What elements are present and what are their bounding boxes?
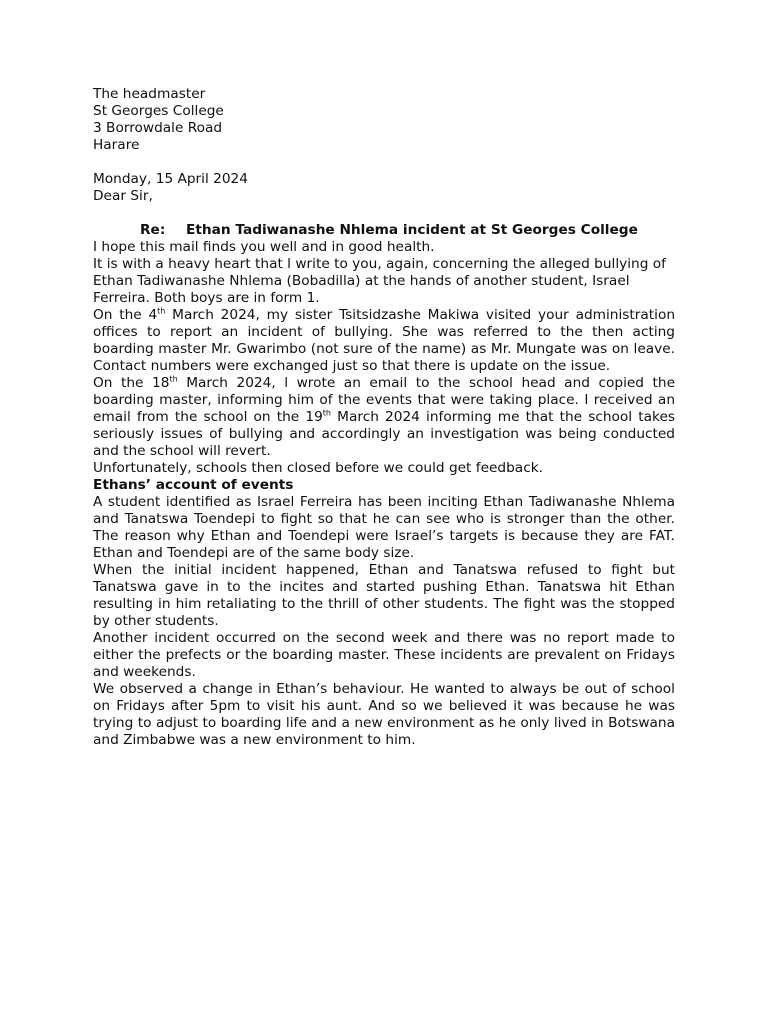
salutation: Dear Sir, [93,188,153,204]
recipient-line: The headmaster [93,86,206,102]
paragraph-greeting: I hope this mail finds you well and in good health. [93,239,435,255]
text-run: On the 4 [93,307,158,323]
text-run: On the 18 [93,375,170,391]
subject-line [93,222,675,239]
ordinal-suffix: th [157,306,166,316]
recipient-line: Harare [93,137,140,153]
recipient-line: 3 Borrowdale Road [93,120,223,136]
paragraph-behaviour-change: We observed a change in Ethan’s behaviour. He wanted to always be out of school on Fridays after 5pm to visit his aunt. And so we believed it was because he was trying to adjust to boarding life and a new environment as he only lived in Botswana and Zimbabwe was a new environment to him. [93,681,675,748]
letter-date: Monday, 15 April 2024 [93,171,248,187]
paragraph-first-report [93,307,675,375]
paragraph-second-incident: Another incident occurred on the second week and there was no report made to either the prefects or the boarding master. These incidents are prevalent on Fridays and weekends. [93,630,675,680]
paragraph-email-report [93,375,675,460]
paragraph-concern: It is with a heavy heart that l write to you, again, concerning the alleged bullying of Ethan Tadiwanashe Nhlema (Bobadilla) at the hands of another student, Israel Ferreira. Both boys are in form 1. [93,256,666,306]
recipient-address [93,86,675,154]
paragraph-initial-incident: When the initial incident happened, Ethan and Tanatswa refused to fight but Tanatswa gave in to the incites and started pushing Ethan. Tanatswa hit Ethan resulting in him retaliating to the thrill of other students. The fight was the stopped by other students. [93,562,675,629]
ordinal-suffix: th [169,374,178,384]
text-run: March 2024, my sister Tsitsidzashe Makiwa visited your administration offices to report an incident of bullying. She was referred to the then acting boarding master Mr. Gwarimbo (not sure of the name) as Mr. Mungate was on leave. Contact numbers were exchanged just so that there is update on the issue. [93,307,675,374]
subject-text: Ethan Tadiwanashe Nhlema incident at St Georges College [186,222,638,238]
paragraph-schools-closed: Unfortunately, schools then closed before we could get feedback. [93,460,543,476]
ordinal-suffix: th [322,408,332,418]
recipient-line: St Georges College [93,103,224,119]
paragraph-account: A student identified as Israel Ferreira has been inciting Ethan Tadiwanashe Nhlema and Tanatswa Toendepi to fight so that he can see who is stronger than the other. The reason why Ethan and Toendepi were Israel’s targets is because they are FAT. Ethan and Toendepi are of the same body size. [93,494,675,561]
subject-label: Re: [140,222,166,238]
text-run: March 2024 informing me that the school takes seriously issues of bullying and accordingly an investigation was being conducted and the school will revert. [93,409,675,459]
letter-page [93,86,675,749]
text-run: March 2024, l wrote an email to the school head and copied the boarding master, informing him of the events that were taking place. I received an email from the school on the 19 [93,375,675,425]
section-heading: Ethans’ account of events [93,477,294,493]
